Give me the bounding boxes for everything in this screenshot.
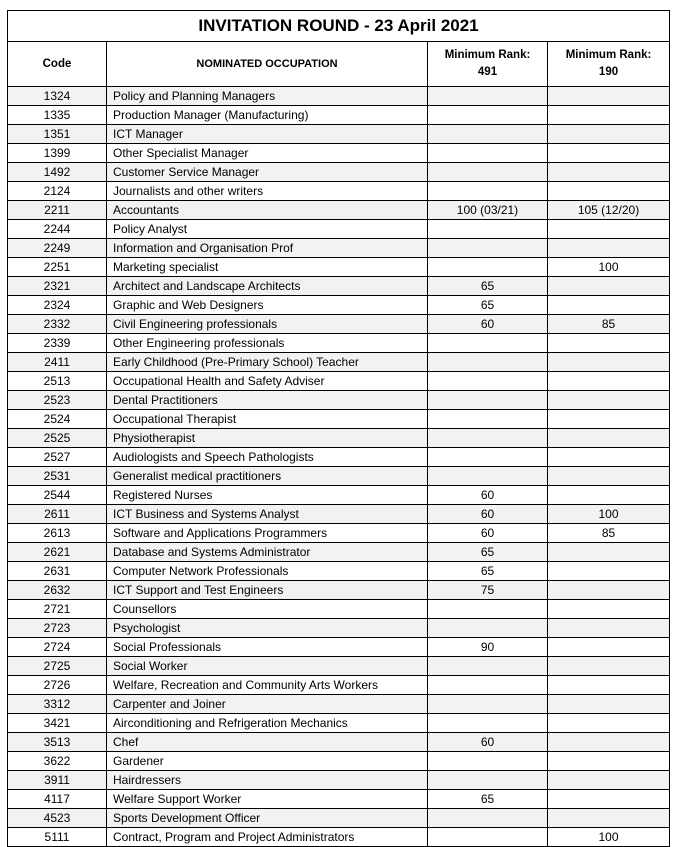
table-row [8, 315, 670, 334]
rank-190-cell [548, 809, 670, 828]
occupation-cell: Airconditioning and Refrigeration Mechanics [107, 714, 428, 733]
occupation-cell: ICT Support and Test Engineers [107, 581, 428, 600]
table-row [8, 828, 670, 847]
code-cell: 2124 [8, 182, 107, 201]
rank-491-cell [428, 429, 548, 448]
occupation-cell: Graphic and Web Designers [107, 296, 428, 315]
rank-190-cell [548, 733, 670, 752]
code-cell: 4117 [8, 790, 107, 809]
rank-491-cell [428, 410, 548, 429]
rank-491-cell [428, 676, 548, 695]
code-cell: 2524 [8, 410, 107, 429]
rank-491-cell [428, 391, 548, 410]
rank-491-cell: 60 [428, 733, 548, 752]
rank-491-cell [428, 695, 548, 714]
code-cell: 1324 [8, 87, 107, 106]
code-cell: 2251 [8, 258, 107, 277]
rank-190-cell [548, 619, 670, 638]
occupation-cell: Customer Service Manager [107, 163, 428, 182]
occupation-cell: Sports Development Officer [107, 809, 428, 828]
code-cell: 2523 [8, 391, 107, 410]
rank-491-cell [428, 752, 548, 771]
code-cell: 2723 [8, 619, 107, 638]
occupation-cell: Audiologists and Speech Pathologists [107, 448, 428, 467]
occupation-cell: Marketing specialist [107, 258, 428, 277]
code-cell: 2726 [8, 676, 107, 695]
code-cell: 2631 [8, 562, 107, 581]
code-cell: 2525 [8, 429, 107, 448]
rank-491-cell [428, 220, 548, 239]
rank-491-cell [428, 125, 548, 144]
rank-491-cell: 65 [428, 790, 548, 809]
table-row [8, 733, 670, 752]
invitation-table [7, 10, 670, 847]
occupation-cell: Gardener [107, 752, 428, 771]
occupation-cell: Other Specialist Manager [107, 144, 428, 163]
rank-491-cell [428, 448, 548, 467]
rank-190-cell [548, 695, 670, 714]
rank-491-cell: 100 (03/21) [428, 201, 548, 220]
table-row [8, 695, 670, 714]
rank-491-cell [428, 771, 548, 790]
code-column-header: Code [8, 42, 107, 87]
table-row [8, 467, 670, 486]
rank-491-cell [428, 600, 548, 619]
occupation-cell: ICT Manager [107, 125, 428, 144]
code-cell: 3513 [8, 733, 107, 752]
rank-491-cell: 60 [428, 315, 548, 334]
rank-190-cell [548, 771, 670, 790]
code-cell: 1335 [8, 106, 107, 125]
occupation-cell: Hairdressers [107, 771, 428, 790]
table-row [8, 391, 670, 410]
rank-190-cell [548, 182, 670, 201]
rank-491-cell [428, 828, 548, 847]
rank-190-header-line1: Minimum Rank: [565, 49, 652, 61]
rank-190-cell: 85 [548, 524, 670, 543]
code-cell: 2339 [8, 334, 107, 353]
table-row [8, 163, 670, 182]
table-row [8, 296, 670, 315]
occupation-cell: Psychologist [107, 619, 428, 638]
rank-190-cell [548, 334, 670, 353]
table-row [8, 562, 670, 581]
occupation-cell: Database and Systems Administrator [107, 543, 428, 562]
code-cell: 2324 [8, 296, 107, 315]
rank-190-header-line2: 190 [598, 66, 619, 78]
table-row [8, 581, 670, 600]
rank-190-cell [548, 144, 670, 163]
occupation-cell: Production Manager (Manufacturing) [107, 106, 428, 125]
rank-491-cell: 65 [428, 296, 548, 315]
table-row [8, 258, 670, 277]
occupation-cell: Occupational Health and Safety Adviser [107, 372, 428, 391]
table-row [8, 87, 670, 106]
rank-190-cell [548, 448, 670, 467]
rank-190-cell [548, 163, 670, 182]
code-cell: 2513 [8, 372, 107, 391]
table-row [8, 429, 670, 448]
rank-190-cell [548, 752, 670, 771]
code-cell: 4523 [8, 809, 107, 828]
occupation-cell: Carpenter and Joiner [107, 695, 428, 714]
table-title: INVITATION ROUND - 23 April 2021 [8, 11, 670, 42]
table-row [8, 106, 670, 125]
table-row [8, 201, 670, 220]
occupation-cell: Other Engineering professionals [107, 334, 428, 353]
rank-190-cell: 100 [548, 828, 670, 847]
code-cell: 2249 [8, 239, 107, 258]
rank-491-cell [428, 619, 548, 638]
occupation-cell: Architect and Landscape Architects [107, 277, 428, 296]
rank-190-cell [548, 277, 670, 296]
table-row [8, 277, 670, 296]
occupation-cell: Welfare, Recreation and Community Arts Workers [107, 676, 428, 695]
code-cell: 2411 [8, 353, 107, 372]
rank-190-cell [548, 429, 670, 448]
rank-190-cell [548, 239, 670, 258]
table-row [8, 220, 670, 239]
code-cell: 1399 [8, 144, 107, 163]
code-cell: 2621 [8, 543, 107, 562]
rank-190-cell [548, 581, 670, 600]
rank-491-cell: 65 [428, 543, 548, 562]
occupation-cell: Policy Analyst [107, 220, 428, 239]
table-row [8, 619, 670, 638]
occupation-cell: Software and Applications Programmers [107, 524, 428, 543]
rank-491-cell [428, 353, 548, 372]
rank-491-header-line2: 491 [477, 66, 498, 78]
rank-491-cell [428, 106, 548, 125]
rank-190-column-header [548, 42, 670, 87]
occupation-cell: Social Worker [107, 657, 428, 676]
rank-190-cell [548, 391, 670, 410]
rank-190-cell [548, 353, 670, 372]
rank-190-cell [548, 562, 670, 581]
code-cell: 2527 [8, 448, 107, 467]
rank-491-cell: 65 [428, 277, 548, 296]
table-row [8, 600, 670, 619]
occupation-cell: Information and Organisation Prof [107, 239, 428, 258]
occupation-rows [8, 87, 670, 847]
table-row [8, 676, 670, 695]
occupation-cell: Civil Engineering professionals [107, 315, 428, 334]
rank-491-cell [428, 657, 548, 676]
rank-491-cell: 60 [428, 524, 548, 543]
rank-190-cell [548, 600, 670, 619]
rank-190-cell [548, 87, 670, 106]
rank-491-cell [428, 87, 548, 106]
code-cell: 2721 [8, 600, 107, 619]
table-row [8, 410, 670, 429]
code-cell: 2611 [8, 505, 107, 524]
rank-190-cell [548, 790, 670, 809]
occupation-cell: Counsellors [107, 600, 428, 619]
table-row [8, 809, 670, 828]
table-row [8, 334, 670, 353]
rank-190-cell [548, 543, 670, 562]
occupation-cell: ICT Business and Systems Analyst [107, 505, 428, 524]
rank-190-cell [548, 220, 670, 239]
table-row [8, 524, 670, 543]
code-cell: 1492 [8, 163, 107, 182]
rank-190-cell [548, 125, 670, 144]
occupation-cell: Journalists and other writers [107, 182, 428, 201]
rank-190-cell [548, 410, 670, 429]
rank-190-cell [548, 676, 670, 695]
rank-190-cell [548, 714, 670, 733]
rank-491-cell: 60 [428, 505, 548, 524]
code-cell: 2321 [8, 277, 107, 296]
code-cell: 3421 [8, 714, 107, 733]
table-row [8, 182, 670, 201]
table-row [8, 543, 670, 562]
rank-491-cell [428, 182, 548, 201]
code-cell: 1351 [8, 125, 107, 144]
rank-491-cell [428, 163, 548, 182]
invitation-round-document [7, 10, 669, 847]
code-cell: 2244 [8, 220, 107, 239]
table-row [8, 771, 670, 790]
table-row [8, 448, 670, 467]
table-row [8, 144, 670, 163]
table-row [8, 486, 670, 505]
code-cell: 2613 [8, 524, 107, 543]
code-cell: 2531 [8, 467, 107, 486]
rank-491-cell: 90 [428, 638, 548, 657]
rank-190-cell [548, 106, 670, 125]
rank-190-cell [548, 372, 670, 391]
code-cell: 3911 [8, 771, 107, 790]
rank-190-cell: 100 [548, 258, 670, 277]
code-cell: 3622 [8, 752, 107, 771]
occupation-cell: Contract, Program and Project Administrators [107, 828, 428, 847]
rank-190-cell: 105 (12/20) [548, 201, 670, 220]
occupation-cell: Early Childhood (Pre-Primary School) Teacher [107, 353, 428, 372]
table-row [8, 752, 670, 771]
rank-491-cell [428, 714, 548, 733]
code-cell: 2211 [8, 201, 107, 220]
rank-491-cell [428, 372, 548, 391]
rank-190-cell [548, 638, 670, 657]
table-row [8, 714, 670, 733]
rank-190-cell [548, 467, 670, 486]
rank-491-cell: 65 [428, 562, 548, 581]
code-cell: 2544 [8, 486, 107, 505]
code-cell: 3312 [8, 695, 107, 714]
occupation-cell: Policy and Planning Managers [107, 87, 428, 106]
table-row [8, 505, 670, 524]
rank-491-cell [428, 334, 548, 353]
table-row [8, 790, 670, 809]
occupation-cell: Registered Nurses [107, 486, 428, 505]
occupation-cell: Dental Practitioners [107, 391, 428, 410]
table-row [8, 638, 670, 657]
rank-190-cell [548, 657, 670, 676]
occupation-cell: Welfare Support Worker [107, 790, 428, 809]
code-cell: 2632 [8, 581, 107, 600]
table-row [8, 125, 670, 144]
code-cell: 2724 [8, 638, 107, 657]
occupation-cell: Social Professionals [107, 638, 428, 657]
table-row [8, 657, 670, 676]
rank-491-cell [428, 239, 548, 258]
rank-190-cell [548, 486, 670, 505]
rank-190-cell [548, 296, 670, 315]
rank-190-cell: 100 [548, 505, 670, 524]
rank-491-cell: 75 [428, 581, 548, 600]
code-cell: 2725 [8, 657, 107, 676]
rank-491-cell [428, 809, 548, 828]
table-row [8, 372, 670, 391]
occupation-cell: Accountants [107, 201, 428, 220]
rank-491-cell [428, 258, 548, 277]
occupation-column-header: NOMINATED OCCUPATION [107, 42, 428, 87]
rank-491-cell [428, 144, 548, 163]
rank-491-column-header [428, 42, 548, 87]
rank-491-header-line1: Minimum Rank: [444, 49, 531, 61]
table-row [8, 239, 670, 258]
occupation-cell: Physiotherapist [107, 429, 428, 448]
occupation-cell: Chef [107, 733, 428, 752]
rank-190-cell: 85 [548, 315, 670, 334]
occupation-cell: Computer Network Professionals [107, 562, 428, 581]
rank-491-cell [428, 467, 548, 486]
occupation-cell: Generalist medical practitioners [107, 467, 428, 486]
table-row [8, 353, 670, 372]
code-cell: 2332 [8, 315, 107, 334]
rank-491-cell: 60 [428, 486, 548, 505]
occupation-cell: Occupational Therapist [107, 410, 428, 429]
code-cell: 5111 [8, 828, 107, 847]
